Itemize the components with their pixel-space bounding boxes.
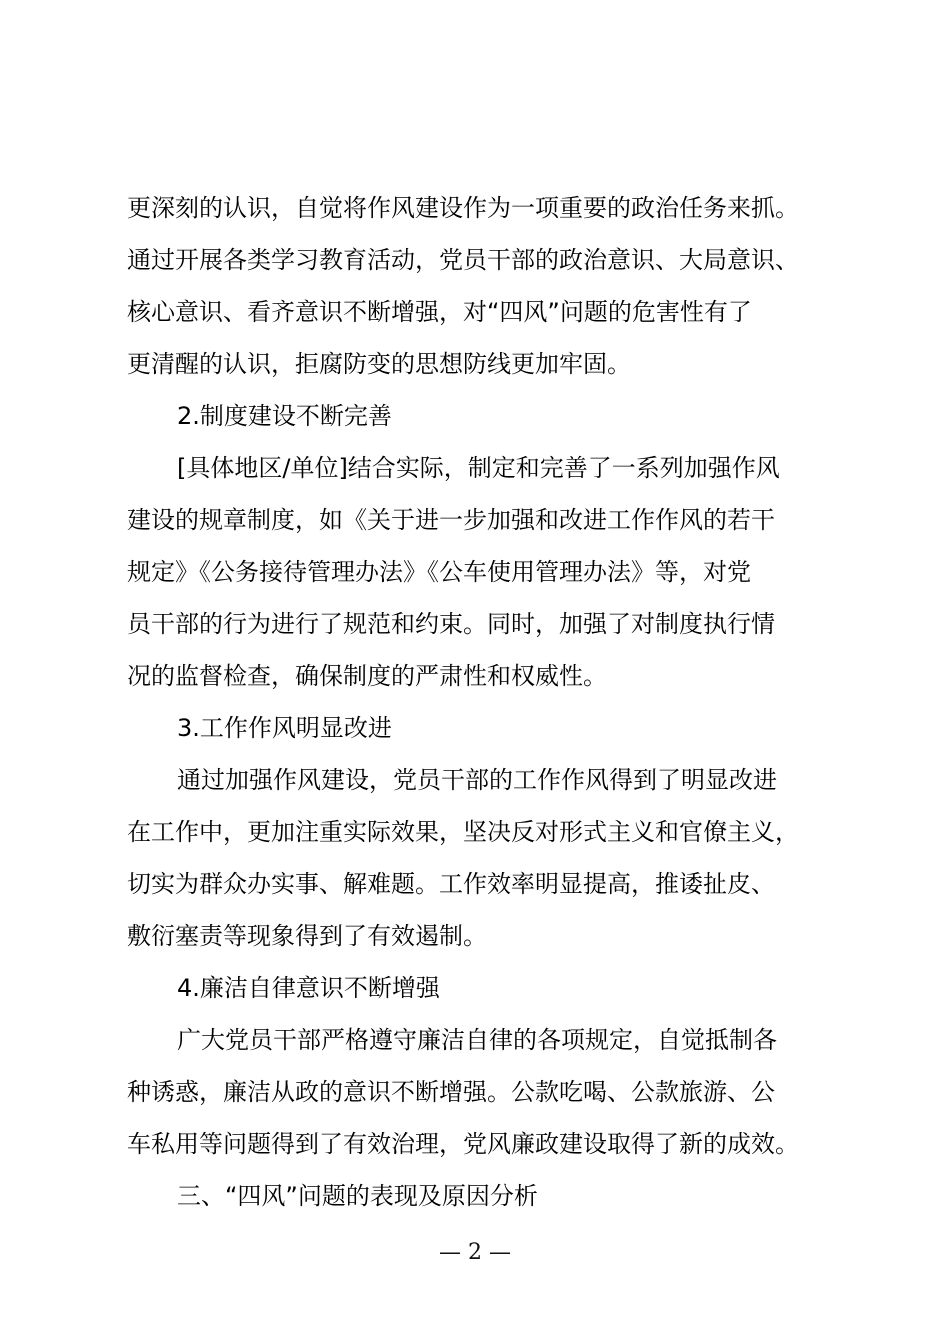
body-line: 车私用等问题得到了有效治理，党风廉政建设取得了新的成效。 [127, 1130, 799, 1158]
section-heading: 2.制度建设不断完善 [177, 402, 392, 430]
body-line: 建设的规章制度，如《关于进一步加强和改进工作作风的若干 [127, 506, 775, 534]
body-line: 种诱惑，廉洁从政的意识不断增强。公款吃喝、公款旅游、公 [127, 1078, 775, 1106]
body-line: 员干部的行为进行了规范和约束。同时，加强了对制度执行情 [127, 610, 775, 638]
section-heading: 4.廉洁自律意识不断增强 [177, 974, 440, 1002]
section-heading: 3.工作作风明显改进 [177, 714, 392, 742]
body-line: 更深刻的认识，自觉将作风建设作为一项重要的政治任务来抓。 [127, 194, 799, 222]
body-line: 核心意识、看齐意识不断增强，对“四风”问题的危害性有了 [127, 298, 752, 326]
page-number: — 2 — [439, 1240, 511, 1265]
body-line: 通过开展各类学习教育活动，党员干部的政治意识、大局意识、 [127, 246, 799, 274]
body-line: 在工作中，更加注重实际效果，坚决反对形式主义和官僚主义， [127, 818, 799, 846]
body-line: 切实为群众办实事、解难题。工作效率明显提高，推诿扯皮、 [127, 870, 775, 898]
chapter-heading: 三、“四风”问题的表现及原因分析 [177, 1182, 538, 1210]
body-line: 敷衍塞责等现象得到了有效遏制。 [127, 922, 487, 950]
body-line: 更清醒的认识，拒腐防变的思想防线更加牢固。 [127, 350, 631, 378]
document-body [127, 182, 839, 1222]
body-line: 广大党员干部严格遵守廉洁自律的各项规定，自觉抵制各 [177, 1026, 777, 1054]
body-line: 通过加强作风建设，党员干部的工作作风得到了明显改进 [177, 766, 777, 794]
body-line: 况的监督检查，确保制度的严肃性和权威性。 [127, 662, 607, 690]
body-line: [具体地区/单位]结合实际，制定和完善了一系列加强作风 [177, 454, 780, 482]
body-line: 规定》《公务接待管理办法》《公车使用管理办法》等，对党 [127, 558, 751, 586]
